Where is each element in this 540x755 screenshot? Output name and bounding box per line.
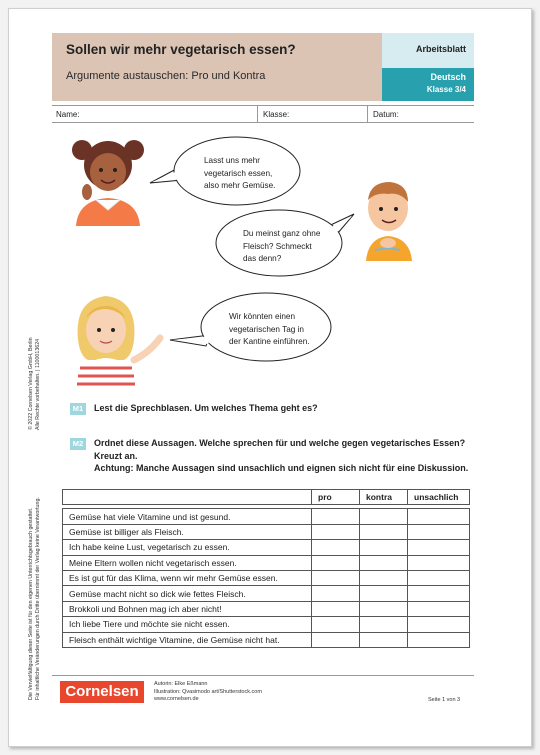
pro-checkbox-cell[interactable] <box>312 524 360 539</box>
liability-line: Für inhaltliche Veränderungen durch Dritte übernimmt der Verlag keine Verantwortung. <box>34 497 41 700</box>
pro-checkbox-cell[interactable] <box>312 540 360 555</box>
unsachlich-checkbox-cell[interactable] <box>408 509 470 524</box>
unsachlich-checkbox-cell[interactable] <box>408 555 470 570</box>
usage-line: Die Vervielfältigung dieser Seite ist für den eigenen Unterrichtsgebrauch gestattet. <box>28 507 34 700</box>
boy-illustration <box>355 176 423 261</box>
bubble-line: Wir könnten einen <box>229 312 295 321</box>
pro-checkbox-cell[interactable] <box>312 601 360 616</box>
task-m1-text: Lest die Sprechblasen. Um welches Thema geht es? <box>94 403 318 413</box>
table-row <box>63 540 470 555</box>
footer-credits <box>154 681 262 704</box>
rights-line: Alle Rechte vorbehalten. | 1100013624 <box>34 338 41 430</box>
usage-note <box>28 497 41 700</box>
unsachlich-checkbox-cell[interactable] <box>408 601 470 616</box>
statement-cell: Ich habe keine Lust, vegetarisch zu essen. <box>63 540 312 555</box>
table-row <box>63 632 470 647</box>
author-credit: Autorin: Elke Eßmann <box>154 681 208 687</box>
table-row <box>63 570 470 585</box>
statement-table <box>62 489 470 648</box>
bubble-line: vegetarisch essen, <box>204 168 273 178</box>
unsachlich-checkbox-cell[interactable] <box>408 524 470 539</box>
girl-blonde-illustration <box>66 288 166 386</box>
statement-cell: Fleisch enthält wichtige Vitamine, die Gemüse nicht hat. <box>63 632 312 647</box>
kontra-checkbox-cell[interactable] <box>360 524 408 539</box>
task-m2-line: Ordnet diese Aussagen. Welche sprechen für und welche gegen vegetarisches Essen? <box>94 438 466 448</box>
bubble-line: vegetarischen Tag in <box>229 324 304 334</box>
unsachlich-checkbox-cell[interactable] <box>408 570 470 585</box>
statement-cell: Gemüse macht nicht so dick wie fettes Fleisch. <box>63 586 312 601</box>
kontra-checkbox-cell[interactable] <box>360 601 408 616</box>
bubble-line: der Kantine einführen. <box>229 337 310 346</box>
class-field-label: Klasse: <box>263 110 290 119</box>
statement-cell: Gemüse ist billiger als Fleisch. <box>63 524 312 539</box>
page-number: Seite 1 von 3 <box>428 697 461 703</box>
unsachlich-column-header: unsachlich <box>408 490 470 505</box>
statement-column-header <box>63 490 312 505</box>
unsachlich-checkbox-cell[interactable] <box>408 632 470 647</box>
bubble-text-boy <box>243 228 320 266</box>
task-m2-line: Achtung: Manche Aussagen sind unsachlich und eignen sich nicht für eine Diskussion. <box>94 463 469 473</box>
table-row <box>63 617 470 632</box>
statement-cell: Meine Eltern wollen nicht vegetarisch essen. <box>63 555 312 570</box>
kontra-checkbox-cell[interactable] <box>360 540 408 555</box>
kontra-checkbox-cell[interactable] <box>360 586 408 601</box>
task-m2-text <box>94 437 484 475</box>
grade-label: Klasse 3/4 <box>426 85 466 94</box>
publisher-url[interactable]: www.cornelsen.de <box>154 696 199 702</box>
footer-divider <box>52 675 474 676</box>
table-row <box>63 555 470 570</box>
pro-checkbox-cell[interactable] <box>312 586 360 601</box>
pro-checkbox-cell[interactable] <box>312 617 360 632</box>
copyright-line: © 2022 Cornelsen Verlag GmbH, Berlin <box>28 337 34 430</box>
worksheet-type-label: Arbeitsblatt <box>415 44 466 54</box>
statement-cell: Es ist gut für das Klima, wenn wir mehr Gemüse essen. <box>63 570 312 585</box>
unsachlich-checkbox-cell[interactable] <box>408 617 470 632</box>
girl-curly-hair-illustration <box>68 136 148 226</box>
unsachlich-checkbox-cell[interactable] <box>408 586 470 601</box>
table-row <box>63 509 470 524</box>
kontra-checkbox-cell[interactable] <box>360 570 408 585</box>
pro-checkbox-cell[interactable] <box>312 632 360 647</box>
kontra-checkbox-cell[interactable] <box>360 509 408 524</box>
pro-checkbox-cell[interactable] <box>312 570 360 585</box>
bubble-line: Du meinst ganz ohne <box>243 229 321 238</box>
bubble-line: Lasst uns mehr <box>204 156 260 165</box>
cornelsen-logo: Cornelsen <box>60 681 144 703</box>
task-m2-badge: M2 <box>70 438 86 450</box>
table-row <box>63 586 470 601</box>
bubble-text-girl1 <box>204 155 275 193</box>
pro-checkbox-cell[interactable] <box>312 555 360 570</box>
statement-cell: Brokkoli und Bohnen mag ich aber nicht! <box>63 601 312 616</box>
kontra-column-header: kontra <box>360 490 408 505</box>
page-subtitle: Argumente austauschen: Pro und Kontra <box>66 70 266 82</box>
statement-cell: Gemüse hat viele Vitamine und ist gesund. <box>63 509 312 524</box>
pro-column-header: pro <box>312 490 360 505</box>
bubble-line: also mehr Gemüse. <box>204 181 276 190</box>
kontra-checkbox-cell[interactable] <box>360 632 408 647</box>
statement-cell: Ich liebe Tiere und möchte sie nicht essen. <box>63 617 312 632</box>
pro-checkbox-cell[interactable] <box>312 509 360 524</box>
kontra-checkbox-cell[interactable] <box>360 617 408 632</box>
illustration-credit: Illustration: Qvasimodo art/Shutterstock.com <box>154 688 262 695</box>
kontra-checkbox-cell[interactable] <box>360 555 408 570</box>
bubble-line: das denn? <box>243 254 282 263</box>
table-row <box>63 601 470 616</box>
bubble-line: Fleisch? Schmeckt <box>243 241 312 251</box>
task-m1-badge: M1 <box>70 403 86 415</box>
subject-label: Deutsch <box>430 72 466 82</box>
page-title: Sollen wir mehr vegetarisch essen? <box>66 42 296 57</box>
table-row <box>63 524 470 539</box>
unsachlich-checkbox-cell[interactable] <box>408 540 470 555</box>
name-field-label: Name: <box>56 110 80 119</box>
bubble-text-girl2 <box>229 311 310 349</box>
date-field-label: Datum: <box>373 110 399 119</box>
table-header-row <box>63 490 470 505</box>
task-m2-line: Kreuzt an. <box>94 450 138 461</box>
